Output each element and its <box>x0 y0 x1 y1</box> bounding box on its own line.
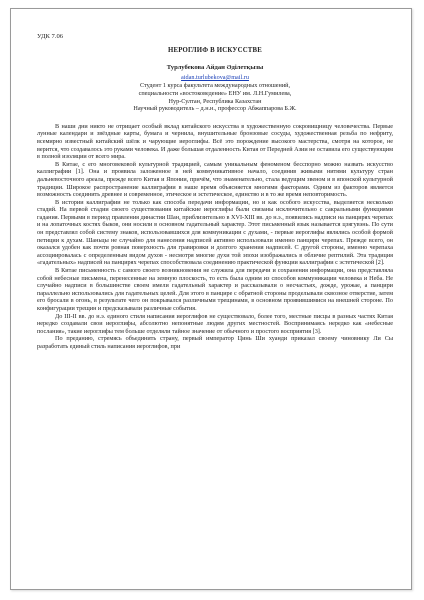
affiliation-line-3: Нур-Султан, Республика Казахстан <box>168 97 262 105</box>
paragraph-1: В наши дни никто не отрицает особый вклад китайского искусства в художественную сокровищницу человечества. Первые лунные календари и звёздные карты, бумага и чернила, внушительные бронзовые сосуды, художественная резьба по нефриту, всемирно известный китайский шёлк и чарующие иероглифы. Всё это порождение высокого мастерства, смотря на которое, не верится, что создавалось это руками человека. И даже большая отдаленность Китая от Передней Азии не оставила его существующим в полной изоляции от всего мира. <box>37 122 393 161</box>
paragraph-4: В Китае письменность с самого своего возникновения не служила для передачи и сохранения информации, она представляла собой небесные письмена, перенесенные на земную плоскость, то есть была одним из способов коммуникации человека и Неба. Не случайно надписи в большинстве своем имели гадательный характер и рассказывали о несчастьях, дожде, урожае, а панцири параллельно использовались для гадательных целей. Для этого в панцире с обратной стороны проделывали сквозное отверстие, затем его бросали в огонь, в результате чего он покрывался различными трещинами, в основном проявившимися на внешней стороне. По конфигурации трещин и предсказывали различные события. <box>37 267 393 312</box>
paragraph-6: По преданию, стремясь объединить страну, первый император Цинь Ши хуанди приказал своему чиновнику Ли Сы разработать единый стиль написания иероглифов, при <box>37 335 393 350</box>
affiliation-line-1: Студент 1 курса факультета международных отношений, <box>140 82 290 90</box>
paragraph-5: До III-II вв. до н.э. единого стиля написания иероглифов не существовало, более того, местные писцы в разных частях Китая нередко создавали свои иероглифы, абсолютно непонятные людям других местностей. Воспринимаясь нередко как «небесные послания», такие иероглифы тем больше отделяли тайное значение от обычного и простого восприятия [3]. <box>37 312 393 335</box>
affiliation-line-2: специальности «востоковедение» ЕНУ им. Л.Н.Гумилева, <box>138 89 292 97</box>
author-name: Турлубекова Айдан Әділетқызы <box>166 64 264 72</box>
paper-body <box>37 33 393 351</box>
paragraph-3: В истории каллиграфии не только как способа передачи информации, но и как особого искусства, выделяется несколько стадий. На первой стадии своего существования китайские иероглифы были связаны исключительно с сакральными функциями гадания. Первыми в период правления династии Шан, приблизительно в XVI-XIII вв. до н.э., появились надписи на панцирях черепах и на лопаточных костях быков, они носили в основном гадательный характер. Этот письменный язык называется цзягувэнь. По сути он представлял собой систему знаков, использовавшихся для коммуникации с духами, - первые иероглифы являлись особой формой петиции к духам. Шаньцы не случайно для нанесения надписей активно использовали именно панцири черепах. Прежде всего, он оказался удобен как почти ровная поверхность для гравировки и долгого хранения надписей. С другой стороны, именно черепаха ассоциировалась с определенным видом духов - несмотря многие духи той эпохи изображались в обличие рептилий. Эта традиция «гадательных» надписей на панцирях черепах способствовала соединению практической функции каллиграфии с эстетической [2]. <box>37 198 393 267</box>
supervisor-line: Научный руководитель – д.н.н., профессор Абжаппарова Б.Ж. <box>133 105 297 113</box>
paper-title: НЕРОГЛИФ В ИСКУССТВЕ <box>167 46 263 54</box>
document-page <box>10 8 412 590</box>
paragraph-2: В Китае, с его многовековой культурной традицией, самым уникальным феноменом бесспорно можно назвать искусство каллиграфии [1]. Она и проявила заложенное в ней коммуникативное начало, соединив живыми нитями культуру стран дальневосточного ареала, прежде всего Китая и Японии, причём, что знаменательно, стала ведущим звеном и в японской культурной традиции. Широкое распространение каллиграфии в наше время объясняется многими факторами. Одним из факторов является возможность соединить древнее и современное, этическое и эстетическое, единство и в то же время неповторимость. <box>37 160 393 199</box>
author-email-link[interactable]: aidan.turlubekova@mail.ru <box>181 73 249 81</box>
udk-code: УДК 7.06 <box>37 33 64 40</box>
